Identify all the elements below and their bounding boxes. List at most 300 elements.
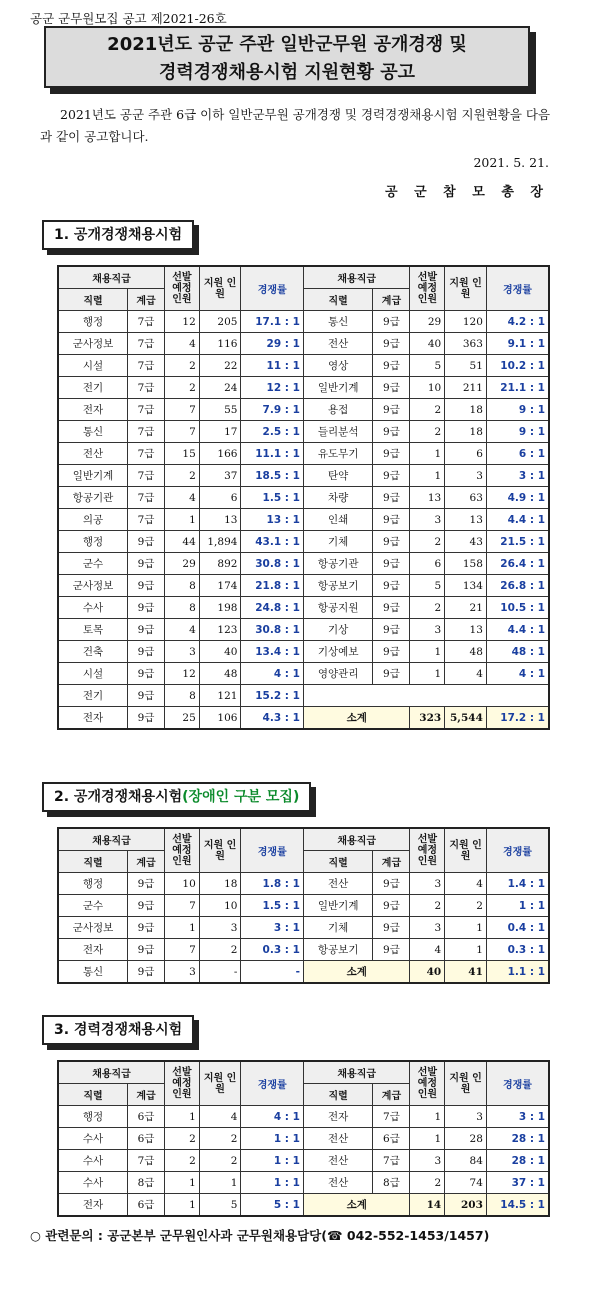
applicants-cell: 4 [445,873,487,895]
job-cell: 차량 [303,487,372,509]
header-position-group: 채용직급 [58,1061,165,1084]
grade-cell: 9급 [373,399,410,421]
job-cell: 기체 [303,531,372,553]
table-row [58,1194,549,1217]
section-2-table [57,827,550,984]
table-row [58,487,549,509]
grade-cell: 9급 [127,685,164,707]
planned-cell: 7 [165,421,200,443]
applicants-cell: 3 [445,465,487,487]
rate-cell: 1.5 : 1 [241,895,304,917]
rate-cell: 37 : 1 [486,1172,549,1194]
rate-cell: 9 : 1 [486,399,549,421]
applicants-cell: 18 [445,399,487,421]
job-cell: 통신 [303,311,372,333]
applicants-cell: 1 [199,1172,241,1194]
planned-cell: 2 [165,355,200,377]
job-cell: 전산 [58,443,127,465]
page-title [44,26,530,88]
rate-cell: 1.5 : 1 [241,487,304,509]
table-row [58,663,549,685]
planned-cell: 12 [165,311,200,333]
table-row [58,465,549,487]
header-job: 직렬 [303,1084,372,1106]
table-row [58,707,549,730]
planned-cell: 4 [165,619,200,641]
header-grade: 계급 [373,289,410,311]
grade-cell: 9급 [373,575,410,597]
grade-cell: 7급 [127,377,164,399]
job-cell: 군수 [58,895,127,917]
job-cell: 전자 [58,707,127,730]
grade-cell: 9급 [373,487,410,509]
planned-cell: 12 [165,663,200,685]
job-cell: 전산 [303,1150,372,1172]
planned-cell: 5 [410,355,445,377]
applicants-cell: 205 [199,311,241,333]
table-row [58,1106,549,1128]
job-cell: 전산 [303,333,372,355]
subtotal-label: 소계 [303,961,410,984]
planned-cell: 7 [165,895,200,917]
subtotal-planned: 40 [410,961,445,984]
planned-cell: 40 [410,333,445,355]
job-cell: 들리분석 [303,421,372,443]
grade-cell: 9급 [373,619,410,641]
header-rate: 경쟁률 [241,266,304,311]
planned-cell: 29 [165,553,200,575]
rate-cell: 26.4 : 1 [486,553,549,575]
table-row [58,575,549,597]
job-cell: 시설 [58,355,127,377]
applicants-cell: 892 [199,553,241,575]
section-1-heading: 1. 공개경쟁채용시험 [42,220,194,250]
rate-cell: 43.1 : 1 [241,531,304,553]
planned-cell: 8 [165,685,200,707]
applicants-cell: 5 [199,1194,241,1217]
rate-cell: 5 : 1 [241,1194,304,1217]
grade-cell: 9급 [373,333,410,355]
header-job: 직렬 [303,851,372,873]
job-cell: 군사정보 [58,333,127,355]
job-cell: 수사 [58,597,127,619]
applicants-cell: 43 [445,531,487,553]
table-row [58,377,549,399]
table-row [58,531,549,553]
job-cell: 통신 [58,961,127,984]
job-cell: 전산 [303,873,372,895]
rate-cell: 4 : 1 [241,1106,304,1128]
planned-cell: 3 [165,641,200,663]
job-cell: 기상 [303,619,372,641]
applicants-cell: 174 [199,575,241,597]
rate-cell: 4.4 : 1 [486,509,549,531]
applicants-cell: 13 [445,509,487,531]
grade-cell: 9급 [373,597,410,619]
rate-cell: 21.8 : 1 [241,575,304,597]
job-cell: 항공보기 [303,939,372,961]
applicants-cell: 6 [199,487,241,509]
header-rate: 경쟁률 [486,1061,549,1106]
applicants-cell: 363 [445,333,487,355]
header-applicants: 지원 인원 [199,828,241,873]
title-line-1: 2021년도 공군 주관 일반군무원 공개경쟁 및 [107,34,467,55]
header-planned: 선발 예정 인원 [165,1061,200,1106]
planned-cell: 8 [165,575,200,597]
grade-cell: 7급 [127,311,164,333]
table-row [58,311,549,333]
notice-date: 2021. 5. 21. [473,155,549,170]
applicants-cell: 1 [445,939,487,961]
planned-cell: 1 [410,465,445,487]
grade-cell: 6급 [127,1194,164,1217]
rate-cell: 48 : 1 [486,641,549,663]
grade-cell: 7급 [127,1150,164,1172]
subtotal-rate: 1.1 : 1 [486,961,549,984]
applicants-cell: 2 [199,939,241,961]
header-job: 직렬 [58,289,127,311]
grade-cell: 6급 [127,1106,164,1128]
planned-cell: 2 [410,1172,445,1194]
header-position-group: 채용직급 [58,266,165,289]
planned-cell: 2 [165,1128,200,1150]
applicants-cell: 48 [199,663,241,685]
applicants-cell: 2 [199,1150,241,1172]
grade-cell: 8급 [127,1172,164,1194]
grade-cell: 6급 [373,1128,410,1150]
header-rate: 경쟁률 [241,828,304,873]
job-cell: 탄약 [303,465,372,487]
header-grade: 계급 [127,289,164,311]
job-cell: 항공기관 [58,487,127,509]
planned-cell: 4 [410,939,445,961]
job-cell: 일반기계 [303,377,372,399]
rate-cell: 29 : 1 [241,333,304,355]
grade-cell: 9급 [127,873,164,895]
grade-cell: 7급 [127,333,164,355]
job-cell: 전자 [58,399,127,421]
planned-cell: 10 [165,873,200,895]
job-cell: 군수 [58,553,127,575]
grade-cell: 9급 [127,961,164,984]
header-planned: 선발 예정 인원 [410,1061,445,1106]
planned-cell: 10 [410,377,445,399]
job-cell: 기체 [303,917,372,939]
table-row [58,509,549,531]
job-cell: 항공보기 [303,575,372,597]
planned-cell: 1 [410,1106,445,1128]
planned-cell: 1 [165,1172,200,1194]
subtotal-rate: 14.5 : 1 [486,1194,549,1217]
table-row [58,399,549,421]
rate-cell: 3 : 1 [486,1106,549,1128]
rate-cell: 11 : 1 [241,355,304,377]
header-grade: 계급 [373,1084,410,1106]
applicants-cell: 13 [199,509,241,531]
applicants-cell: 2 [445,895,487,917]
table-row [58,917,549,939]
subtotal-label: 소계 [303,707,410,730]
planned-cell: 13 [410,487,445,509]
job-cell: 기상예보 [303,641,372,663]
header-grade: 계급 [127,851,164,873]
job-cell: 전산 [303,1172,372,1194]
applicants-cell: 18 [445,421,487,443]
grade-cell: 9급 [127,707,164,730]
subtotal-planned: 323 [410,707,445,730]
job-cell: 전기 [58,685,127,707]
rate-cell: 30.8 : 1 [241,619,304,641]
table-row [58,355,549,377]
job-cell: 영상 [303,355,372,377]
header-grade: 계급 [127,1084,164,1106]
grade-cell: 7급 [373,1106,410,1128]
job-cell: 군사정보 [58,917,127,939]
grade-cell: 7급 [373,1150,410,1172]
planned-cell: 2 [410,597,445,619]
grade-cell: 9급 [373,895,410,917]
table-row [58,873,549,895]
applicants-cell: 48 [445,641,487,663]
grade-cell: 7급 [127,355,164,377]
job-cell: 항공기관 [303,553,372,575]
section-3-table [57,1060,550,1217]
applicants-cell: 51 [445,355,487,377]
rate-cell: 3 : 1 [241,917,304,939]
rate-cell: 1 : 1 [241,1172,304,1194]
rate-cell: 11.1 : 1 [241,443,304,465]
planned-cell: 1 [410,443,445,465]
job-cell: 수사 [58,1150,127,1172]
rate-cell: 4.4 : 1 [486,619,549,641]
applicants-cell: 211 [445,377,487,399]
subtotal-rate: 17.2 : 1 [486,707,549,730]
header-planned: 선발 예정 인원 [165,828,200,873]
table-row [58,443,549,465]
subtotal-label: 소계 [303,1194,410,1217]
grade-cell: 9급 [373,663,410,685]
grade-cell: 9급 [373,531,410,553]
grade-cell: 7급 [127,443,164,465]
rate-cell: 1 : 1 [486,895,549,917]
planned-cell: 44 [165,531,200,553]
applicants-cell: 120 [445,311,487,333]
planned-cell: 8 [165,597,200,619]
applicants-cell: 166 [199,443,241,465]
job-cell: 수사 [58,1172,127,1194]
job-cell: 행정 [58,873,127,895]
contact-info: ○ 관련문의 : 공군본부 군무원인사과 군무원채용담당(☎ 042-552-1453/1457) [30,1228,490,1243]
table-row [58,939,549,961]
rate-cell: 1 : 1 [241,1150,304,1172]
table-row [58,553,549,575]
job-cell: 통신 [58,421,127,443]
grade-cell: 7급 [127,399,164,421]
job-cell: 전산 [303,1128,372,1150]
header-applicants: 지원 인원 [199,266,241,311]
applicants-cell: 22 [199,355,241,377]
rate-cell: 26.8 : 1 [486,575,549,597]
header-applicants: 지원 인원 [445,828,487,873]
applicants-cell: 3 [199,917,241,939]
applicants-cell: 1 [445,917,487,939]
grade-cell: 9급 [373,553,410,575]
applicants-cell: 63 [445,487,487,509]
applicants-cell: 84 [445,1150,487,1172]
job-cell: 전기 [58,377,127,399]
subtotal-applicants: 41 [445,961,487,984]
rate-cell: 24.8 : 1 [241,597,304,619]
rate-cell: 0.4 : 1 [486,917,549,939]
header-rate: 경쟁률 [486,266,549,311]
job-cell: 전자 [58,1194,127,1217]
planned-cell: 2 [165,465,200,487]
applicants-cell: 6 [445,443,487,465]
applicants-cell: 74 [445,1172,487,1194]
table-row [58,597,549,619]
header-job: 직렬 [58,1084,127,1106]
rate-cell: 28 : 1 [486,1150,549,1172]
grade-cell: 7급 [127,509,164,531]
rate-cell: 4.9 : 1 [486,487,549,509]
grade-cell: 9급 [127,895,164,917]
table-row [58,1150,549,1172]
table-row [58,421,549,443]
subtotal-applicants: 5,544 [445,707,487,730]
planned-cell: 3 [410,873,445,895]
grade-cell: 6급 [127,1128,164,1150]
applicants-cell: 10 [199,895,241,917]
planned-cell: 1 [165,1194,200,1217]
rate-cell: - [241,961,304,984]
applicants-cell: 121 [199,685,241,707]
applicants-cell: 134 [445,575,487,597]
planned-cell: 3 [410,917,445,939]
grade-cell: 9급 [373,377,410,399]
applicants-cell: 37 [199,465,241,487]
grade-cell: 9급 [127,939,164,961]
job-cell: 행정 [58,311,127,333]
grade-cell: 9급 [373,873,410,895]
planned-cell: 2 [410,421,445,443]
planned-cell: 6 [410,553,445,575]
rate-cell: 1.8 : 1 [241,873,304,895]
rate-cell: 21.1 : 1 [486,377,549,399]
applicants-cell: 18 [199,873,241,895]
subtotal-planned: 14 [410,1194,445,1217]
grade-cell: 9급 [373,641,410,663]
rate-cell: 10.2 : 1 [486,355,549,377]
header-grade: 계급 [373,851,410,873]
grade-cell: 9급 [373,939,410,961]
applicants-cell: 21 [445,597,487,619]
job-cell: 토목 [58,619,127,641]
job-cell: 행정 [58,531,127,553]
planned-cell: 1 [165,509,200,531]
job-cell: 유도무기 [303,443,372,465]
job-cell: 행정 [58,1106,127,1128]
grade-cell: 9급 [373,917,410,939]
notice-number: 공군 군무원모집 공고 제2021-26호 [30,11,227,26]
grade-cell: 9급 [373,311,410,333]
intro-paragraph: 2021년도 공군 주관 6급 이하 일반군무원 공개경쟁 및 경력경쟁채용시험 지원현황을 다음과 같이 공고합니다. [40,107,551,144]
planned-cell: 29 [410,311,445,333]
rate-cell: 2.5 : 1 [241,421,304,443]
applicants-cell: 3 [445,1106,487,1128]
rate-cell: 4 : 1 [486,663,549,685]
job-cell: 일반기계 [303,895,372,917]
rate-cell: 28 : 1 [486,1128,549,1150]
planned-cell: 25 [165,707,200,730]
header-job: 직렬 [58,851,127,873]
header-job: 직렬 [303,289,372,311]
job-cell: 전자 [303,1106,372,1128]
table-row [58,685,549,707]
header-position-group: 채용직급 [303,828,410,851]
header-applicants: 지원 인원 [445,1061,487,1106]
rate-cell: 1.4 : 1 [486,873,549,895]
planned-cell: 7 [165,399,200,421]
applicants-cell: 198 [199,597,241,619]
rate-cell: 21.5 : 1 [486,531,549,553]
job-cell: 수사 [58,1128,127,1150]
applicants-cell: 40 [199,641,241,663]
grade-cell: 9급 [127,575,164,597]
planned-cell: 3 [410,509,445,531]
rate-cell: 4.2 : 1 [486,311,549,333]
rate-cell: 10.5 : 1 [486,597,549,619]
job-cell: 용접 [303,399,372,421]
header-planned: 선발 예정 인원 [410,828,445,873]
applicants-cell: 4 [199,1106,241,1128]
section-3-heading: 3. 경력경쟁채용시험 [42,1015,194,1045]
applicants-cell: 106 [199,707,241,730]
grade-cell: 9급 [373,355,410,377]
planned-cell: 1 [165,1106,200,1128]
planned-cell: 3 [165,961,200,984]
rate-cell: 9 : 1 [486,421,549,443]
planned-cell: 5 [410,575,445,597]
header-planned: 선발 예정 인원 [165,266,200,311]
grade-cell: 9급 [127,641,164,663]
table-row [58,1128,549,1150]
applicants-cell: 4 [445,663,487,685]
rate-cell: 13.4 : 1 [241,641,304,663]
table-row [58,619,549,641]
rate-cell: 0.3 : 1 [241,939,304,961]
section-2-heading: 2. 공개경쟁채용시험(장애인 구분 모집) [42,782,311,812]
job-cell: 항공지원 [303,597,372,619]
job-cell: 영양관리 [303,663,372,685]
rate-cell: 4.3 : 1 [241,707,304,730]
planned-cell: 1 [410,663,445,685]
applicants-cell: 158 [445,553,487,575]
grade-cell: 9급 [373,509,410,531]
planned-cell: 2 [410,531,445,553]
header-applicants: 지원 인원 [445,266,487,311]
planned-cell: 1 [410,1128,445,1150]
job-cell: 전자 [58,939,127,961]
table-row [58,1172,549,1194]
grade-cell: 9급 [373,443,410,465]
planned-cell: 2 [165,377,200,399]
header-position-group: 채용직급 [303,266,410,289]
header-rate: 경쟁률 [241,1061,304,1106]
empty-cell [303,685,549,707]
header-position-group: 채용직급 [303,1061,410,1084]
job-cell: 시설 [58,663,127,685]
planned-cell: 3 [410,1150,445,1172]
